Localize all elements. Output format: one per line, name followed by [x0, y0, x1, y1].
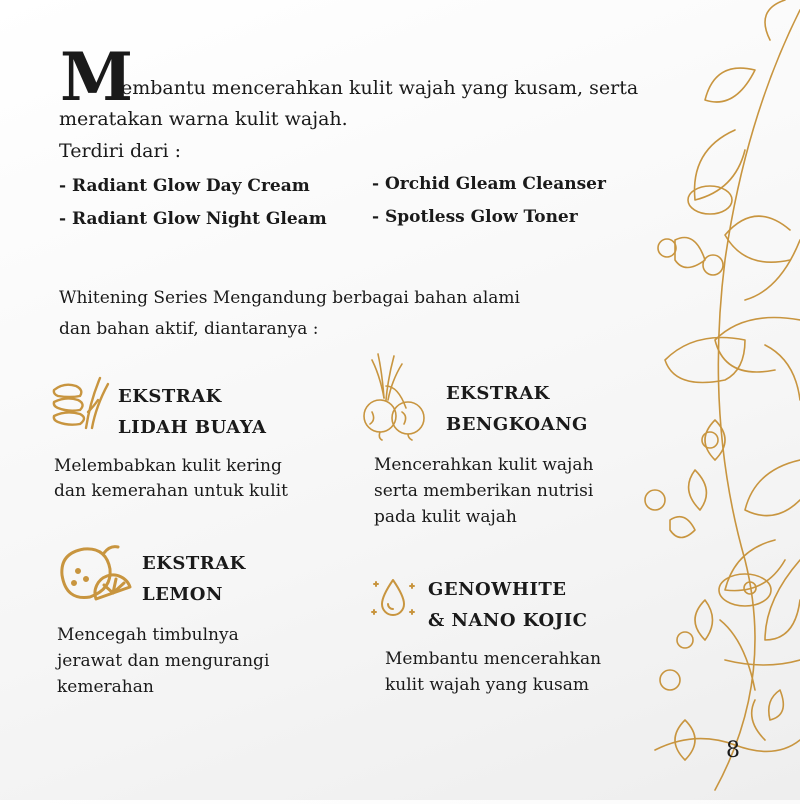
whitening-line-2: dan bahan aktif, diantaranya : [59, 319, 319, 339]
product-item: - Orchid Gleam Cleanser [372, 174, 606, 194]
floral-decoration [595, 0, 800, 800]
ingredient-title: LEMON [142, 584, 223, 605]
ingredient-desc: kulit wajah yang kusam [385, 675, 590, 695]
intro-line-3: Terdiri dari : [59, 140, 182, 162]
ingredient-desc: serta memberikan nutrisi [374, 481, 594, 501]
ingredient-desc: pada kulit wajah [374, 507, 517, 527]
ingredient-title: EKSTRAK [446, 383, 550, 404]
page-number: 8 [726, 738, 740, 763]
ingredient-title: EKSTRAK [118, 386, 222, 407]
ingredient-title: GENOWHITE [428, 579, 567, 600]
product-item: - Radiant Glow Day Cream [59, 176, 310, 196]
jicama-icon [358, 350, 438, 442]
drop-cap: M [60, 38, 134, 116]
intro-line-2: meratakan warna kulit wajah. [59, 108, 348, 130]
ingredient-desc: jerawat dan mengurangi [57, 651, 270, 671]
intro-line-1: embantu mencerahkan kulit wajah yang kusam, serta [121, 77, 639, 99]
lemon-icon [54, 541, 134, 607]
ingredient-title: BENGKOANG [446, 414, 588, 435]
ingredient-desc: Mencerahkan kulit wajah [374, 455, 594, 475]
ingredient-title: & NANO KOJIC [428, 610, 588, 631]
ingredient-desc: Mencegah timbulnya [57, 625, 239, 645]
whitening-line-1: Whitening Series Mengandung berbagai bahan alami [59, 288, 520, 308]
ingredient-desc: Membantu mencerahkan [385, 649, 602, 669]
droplet-icon [368, 572, 418, 622]
ingredient-title: LIDAH BUAYA [118, 417, 267, 438]
aloe-icon [50, 372, 112, 432]
ingredient-desc: Melembabkan kulit kering [54, 456, 282, 476]
product-item: - Spotless Glow Toner [372, 207, 578, 227]
ingredient-desc: dan kemerahan untuk kulit [54, 481, 288, 501]
ingredient-desc: kemerahan [57, 677, 154, 697]
product-item: - Radiant Glow Night Gleam [59, 209, 327, 229]
ingredient-title: EKSTRAK [142, 553, 246, 574]
